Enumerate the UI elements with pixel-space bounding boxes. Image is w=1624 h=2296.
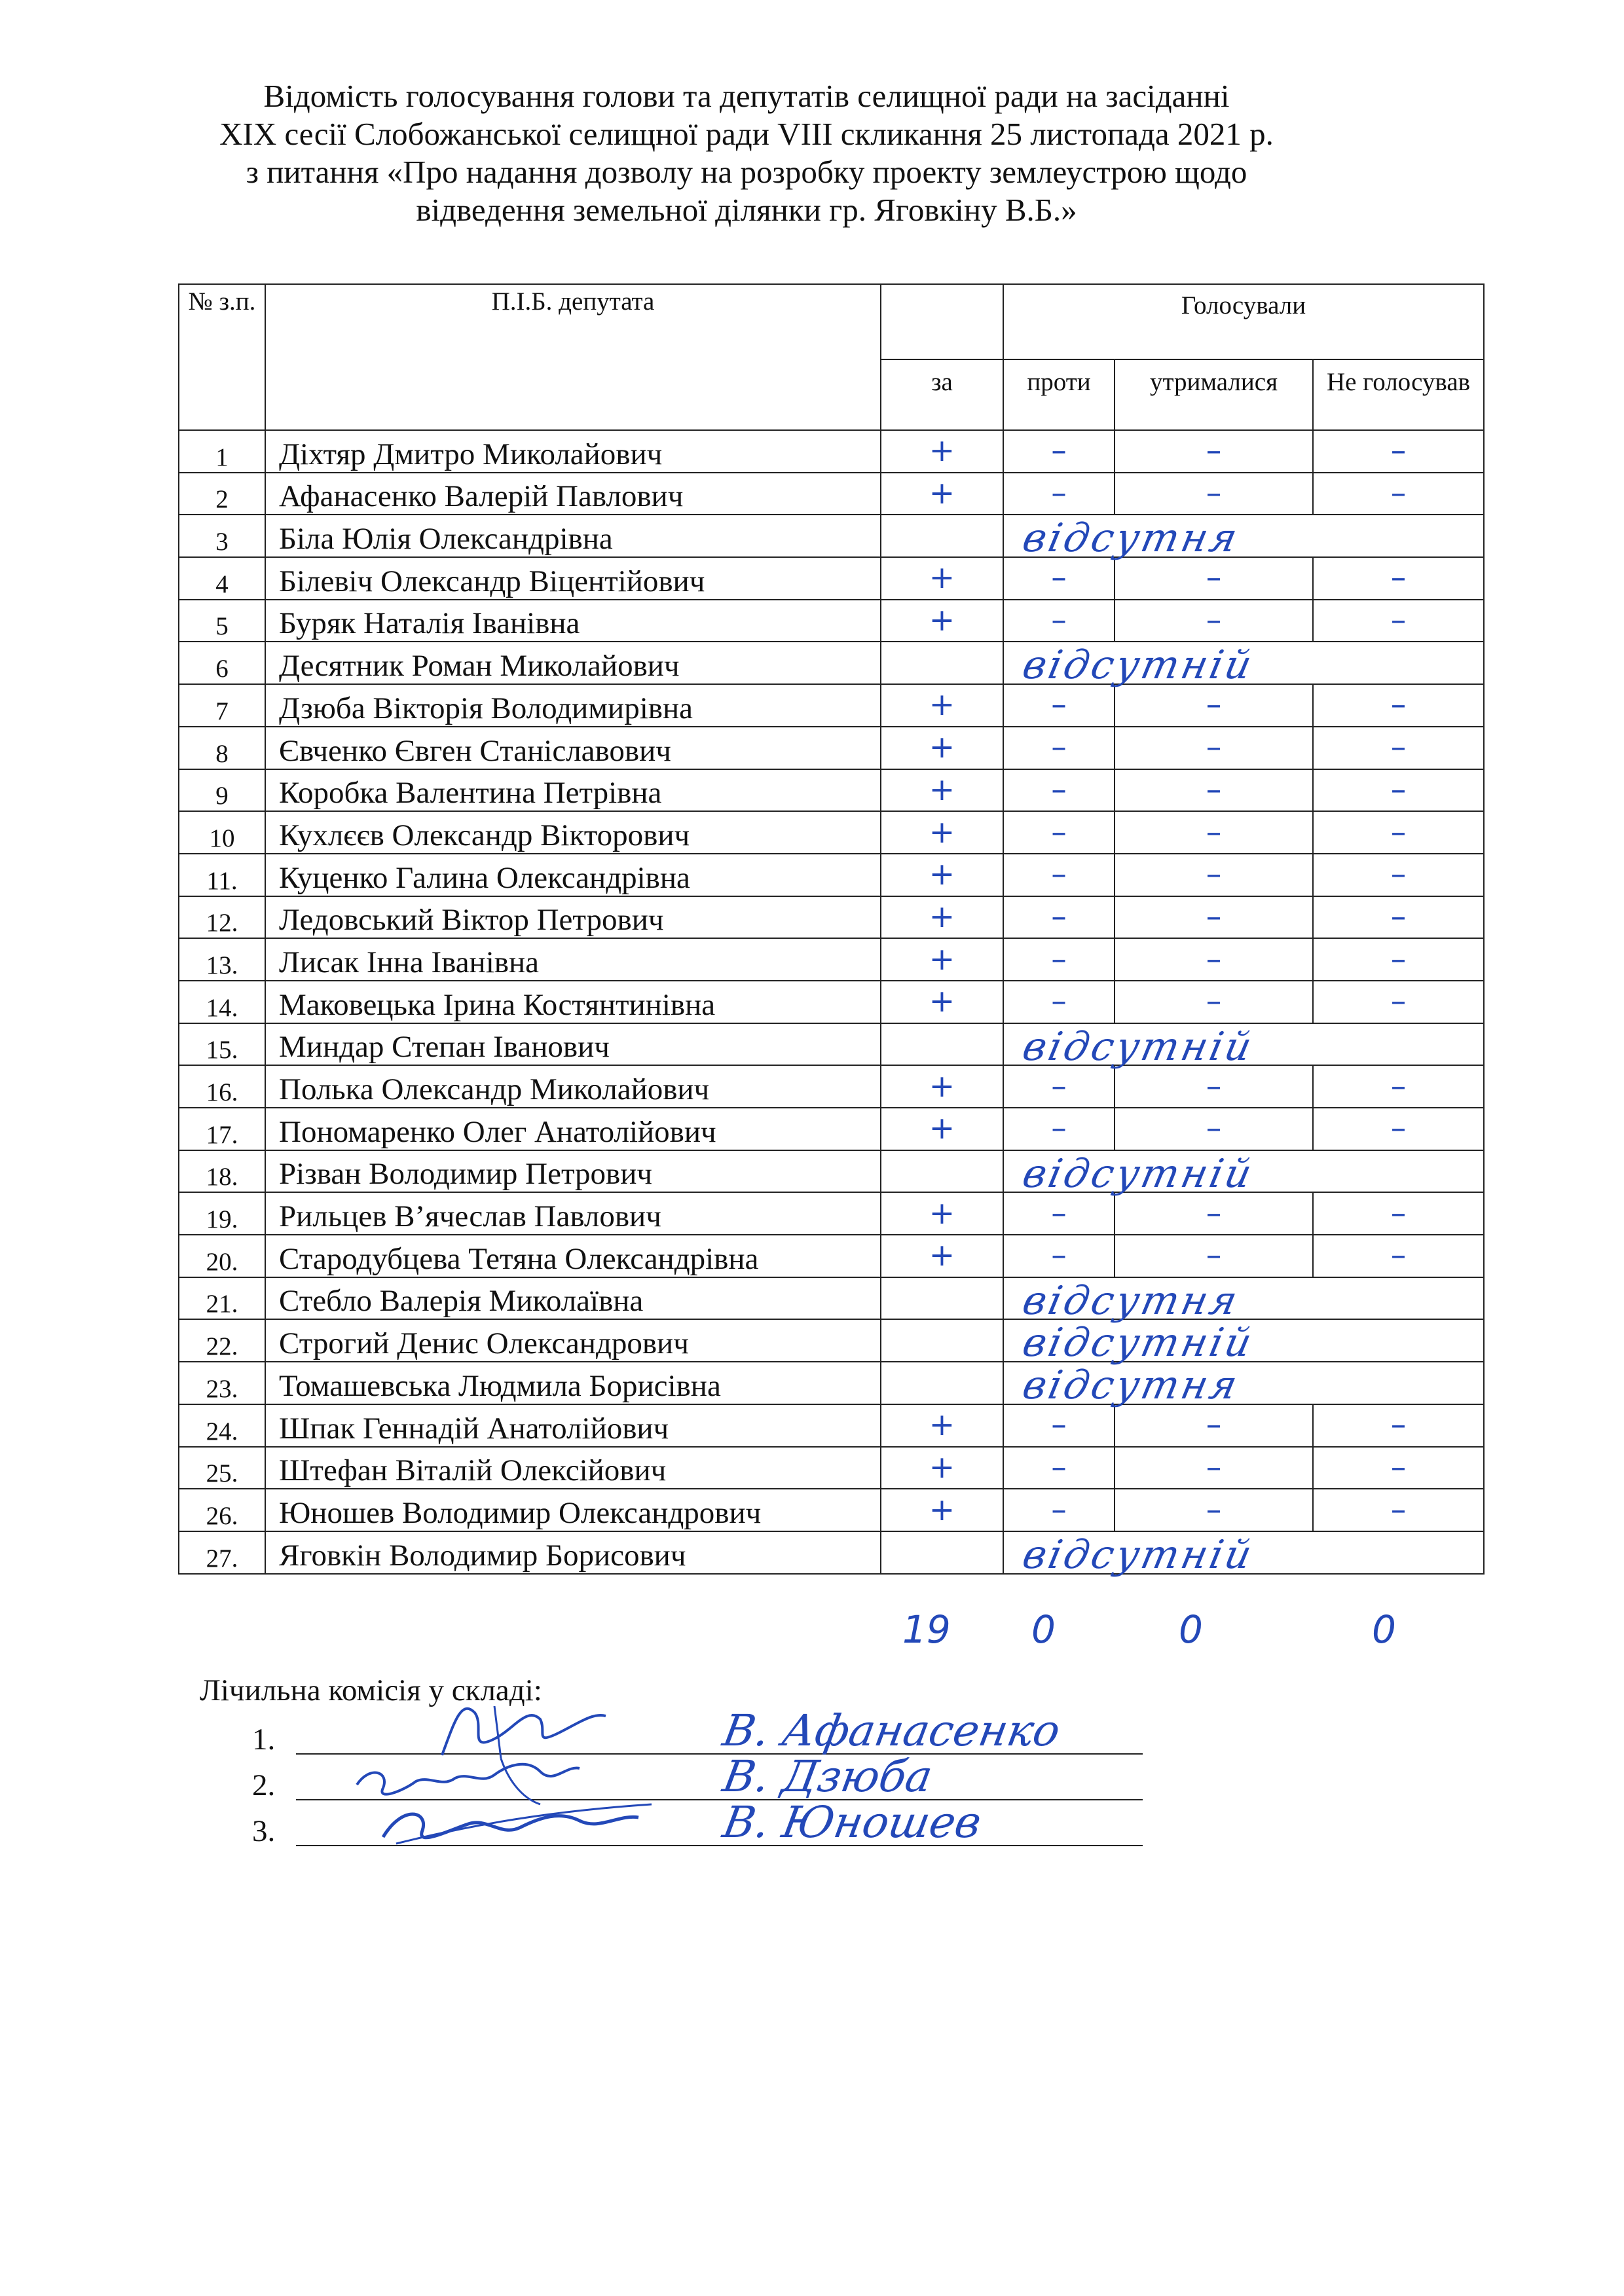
absence-note: відсутній <box>1018 642 1259 689</box>
header-name: П.І.Б. депутата <box>265 284 881 430</box>
member-name: В. Афанасенко <box>719 1705 1064 1756</box>
row-number: 9 <box>179 769 265 812</box>
vote-for-cell: + <box>881 938 1003 981</box>
absence-note-cell <box>1003 1362 1484 1409</box>
vote-against-cell: – <box>1003 854 1115 896</box>
title-line-1: Відомість голосування голови та депутатів селищної ради на засіданні <box>263 78 1230 114</box>
deputy-name: Юношев Володимир Олександрович <box>265 1489 881 1531</box>
deputy-name: Коробка Валентина Петрівна <box>265 769 881 812</box>
row-number: 3 <box>179 515 265 557</box>
deputy-name: Строгий Денис Олександрович <box>265 1319 881 1362</box>
table-row <box>179 1319 1484 1362</box>
vote-not-voted-cell: – <box>1313 1447 1484 1489</box>
table-row <box>179 430 1484 473</box>
table-row <box>179 1192 1484 1235</box>
table-body <box>179 430 1484 1578</box>
absence-note: відсутній <box>1018 1150 1259 1197</box>
row-number: 1 <box>179 430 265 473</box>
table-row <box>179 600 1484 642</box>
deputy-name: Десятник Роман Миколайович <box>265 642 881 684</box>
vote-not-voted-cell: – <box>1313 684 1484 727</box>
vote-not-voted-cell: – <box>1313 1065 1484 1108</box>
table-row <box>179 557 1484 600</box>
voting-table <box>178 283 1485 1578</box>
header-against: проти <box>1003 359 1115 430</box>
table-row <box>179 1108 1484 1150</box>
table-row <box>179 1404 1484 1447</box>
table-row <box>179 473 1484 515</box>
table-row <box>179 1023 1484 1066</box>
row-number: 18. <box>179 1150 265 1193</box>
vote-not-voted-cell: – <box>1313 854 1484 896</box>
vote-for-cell: + <box>881 430 1003 473</box>
deputy-name: Дзюба Вікторія Володимирівна <box>265 684 881 727</box>
vote-abstained-cell: – <box>1115 1235 1313 1277</box>
title-line-4: відведення земельної ділянки гр. Яговкіну В.Б.» <box>416 192 1077 228</box>
deputy-name: Пономаренко Олег Анатолійович <box>265 1108 881 1150</box>
absence-note-cell <box>1003 1277 1484 1324</box>
deputy-name: Афанасенко Валерій Павлович <box>265 473 881 515</box>
table-row <box>179 1489 1484 1531</box>
deputy-name: Буряк Наталія Іванівна <box>265 600 881 642</box>
member-name: В. Юношев <box>719 1797 986 1848</box>
member-num: 1. <box>252 1722 276 1757</box>
deputy-name: Білевіч Олександр Віцентійович <box>265 557 881 600</box>
vote-abstained-cell: – <box>1115 1108 1313 1150</box>
vote-for-cell <box>881 642 1003 684</box>
vote-not-voted-cell: – <box>1313 938 1484 981</box>
vote-against-cell: – <box>1003 1235 1115 1277</box>
vote-against-cell: – <box>1003 727 1115 769</box>
vote-against-cell: – <box>1003 684 1115 727</box>
deputy-name: Ледовський Віктор Петрович <box>265 896 881 939</box>
deputy-name: Рильцев В’ячеслав Павлович <box>265 1192 881 1235</box>
vote-against-cell: – <box>1003 1489 1115 1531</box>
vote-against-cell: – <box>1003 981 1115 1023</box>
table-row <box>179 769 1484 812</box>
total-not-voted: 0 <box>1372 1607 1396 1652</box>
deputy-name: Стародубцева Тетяна Олександрівна <box>265 1235 881 1277</box>
vote-for-cell <box>881 515 1003 557</box>
table-row <box>179 811 1484 854</box>
absence-note-cell <box>1003 1531 1484 1578</box>
vote-not-voted-cell: – <box>1313 769 1484 812</box>
vote-for-cell: + <box>881 981 1003 1023</box>
vote-abstained-cell: – <box>1115 473 1313 515</box>
row-number: 23. <box>179 1362 265 1404</box>
vote-abstained-cell: – <box>1115 684 1313 727</box>
vote-not-voted-cell: – <box>1313 1404 1484 1447</box>
header-blank <box>881 284 1003 359</box>
vote-not-voted-cell: – <box>1313 1192 1484 1235</box>
vote-not-voted-cell: – <box>1313 896 1484 939</box>
absence-note: відсутня <box>1018 1362 1244 1409</box>
member-num: 2. <box>252 1768 276 1802</box>
absence-note: відсутня <box>1018 515 1244 562</box>
row-number: 4 <box>179 557 265 600</box>
table-row <box>179 938 1484 981</box>
vote-for-cell: + <box>881 769 1003 812</box>
vote-for-cell: + <box>881 684 1003 727</box>
vote-against-cell: – <box>1003 938 1115 981</box>
vote-abstained-cell: – <box>1115 854 1313 896</box>
vote-against-cell: – <box>1003 557 1115 600</box>
vote-not-voted-cell: – <box>1313 1489 1484 1531</box>
member-num: 3. <box>252 1814 276 1848</box>
row-number: 7 <box>179 684 265 727</box>
deputy-name: Стебло Валерія Миколаївна <box>265 1277 881 1320</box>
title-line-2: XIX сесії Слобожанської селищної ради VIII скликання 25 листопада 2021 р. <box>219 116 1274 152</box>
header-num: № з.п. <box>179 284 265 430</box>
absence-note-cell <box>1003 1150 1484 1197</box>
vote-for-cell <box>881 1277 1003 1320</box>
row-number: 26. <box>179 1489 265 1531</box>
absence-note: відсутній <box>1018 1320 1259 1366</box>
vote-not-voted-cell: – <box>1313 557 1484 600</box>
row-number: 27. <box>179 1531 265 1574</box>
vote-not-voted-cell: – <box>1313 727 1484 769</box>
row-number: 13. <box>179 938 265 981</box>
vote-not-voted-cell: – <box>1313 1108 1484 1150</box>
commission-label: Лічильна комісія у складі: <box>200 1673 542 1707</box>
deputy-name: Біла Юлія Олександрівна <box>265 515 881 557</box>
row-number: 12. <box>179 896 265 939</box>
vote-for-cell: + <box>881 1065 1003 1108</box>
deputy-name: Євченко Євген Станіславович <box>265 727 881 769</box>
deputy-name: Діхтяр Дмитро Миколайович <box>265 430 881 473</box>
row-number: 24. <box>179 1404 265 1447</box>
deputy-name: Полька Олександр Миколайович <box>265 1065 881 1108</box>
header-not-voted: Не голосував <box>1313 359 1484 430</box>
member-name: В. Дзюба <box>719 1751 936 1802</box>
total-for: 19 <box>902 1607 951 1652</box>
vote-against-cell: – <box>1003 1065 1115 1108</box>
row-number: 5 <box>179 600 265 642</box>
header-for: за <box>881 359 1003 430</box>
deputy-name: Куценко Галина Олександрівна <box>265 854 881 896</box>
deputy-name: Кухлєєв Олександр Вікторович <box>265 811 881 854</box>
absence-note: відсутній <box>1018 1023 1259 1070</box>
deputy-name: Лисак Інна Іванівна <box>265 938 881 981</box>
table-row <box>179 1362 1484 1404</box>
vote-for-cell: + <box>881 896 1003 939</box>
vote-for-cell <box>881 1023 1003 1066</box>
table-row <box>179 727 1484 769</box>
vote-not-voted-cell: – <box>1313 1235 1484 1277</box>
vote-for-cell <box>881 1531 1003 1574</box>
row-number: 6 <box>179 642 265 684</box>
deputy-name: Різван Володимир Петрович <box>265 1150 881 1193</box>
row-number: 15. <box>179 1023 265 1066</box>
vote-not-voted-cell: – <box>1313 600 1484 642</box>
absence-note: відсутній <box>1018 1531 1259 1578</box>
vote-against-cell: – <box>1003 430 1115 473</box>
vote-for-cell: + <box>881 1404 1003 1447</box>
vote-for-cell <box>881 1362 1003 1404</box>
vote-for-cell: + <box>881 1447 1003 1489</box>
row-number: 20. <box>179 1235 265 1277</box>
vote-for-cell: + <box>881 811 1003 854</box>
vote-not-voted-cell: – <box>1313 473 1484 515</box>
table-row <box>179 1065 1484 1108</box>
vote-not-voted-cell: – <box>1313 981 1484 1023</box>
vote-for-cell: + <box>881 727 1003 769</box>
deputy-name: Яговкін Володимир Борисович <box>265 1531 881 1574</box>
vote-for-cell: + <box>881 1192 1003 1235</box>
vote-abstained-cell: – <box>1115 1192 1313 1235</box>
absence-note-cell <box>1003 642 1484 689</box>
vote-against-cell: – <box>1003 1108 1115 1150</box>
vote-for-cell <box>881 1319 1003 1362</box>
vote-abstained-cell: – <box>1115 811 1313 854</box>
vote-against-cell: – <box>1003 811 1115 854</box>
vote-for-cell: + <box>881 1489 1003 1531</box>
vote-for-cell: + <box>881 600 1003 642</box>
title-line-3: з питання «Про надання дозволу на розробку проекту землеустрою щодо <box>246 154 1247 190</box>
vote-for-cell: + <box>881 1235 1003 1277</box>
vote-abstained-cell: – <box>1115 1489 1313 1531</box>
vote-abstained-cell: – <box>1115 981 1313 1023</box>
row-number: 2 <box>179 473 265 515</box>
row-number: 21. <box>179 1277 265 1320</box>
vote-abstained-cell: – <box>1115 727 1313 769</box>
vote-abstained-cell: – <box>1115 938 1313 981</box>
vote-for-cell: + <box>881 854 1003 896</box>
row-number: 11. <box>179 854 265 896</box>
vote-abstained-cell: – <box>1115 1447 1313 1489</box>
deputy-name: Томашевська Людмила Борисівна <box>265 1362 881 1404</box>
table-row <box>179 1150 1484 1193</box>
vote-for-cell <box>881 1150 1003 1193</box>
vote-against-cell: – <box>1003 473 1115 515</box>
absence-note-cell <box>1003 515 1484 562</box>
vote-abstained-cell: – <box>1115 557 1313 600</box>
total-abstained: 0 <box>1179 1607 1203 1652</box>
commission-member-3 <box>252 1794 1143 1853</box>
vote-abstained-cell: – <box>1115 600 1313 642</box>
table-row <box>179 684 1484 727</box>
table-row <box>179 1447 1484 1489</box>
deputy-name: Шпак Геннадій Анатолійович <box>265 1404 881 1447</box>
table-row <box>179 981 1484 1023</box>
vote-against-cell: – <box>1003 1192 1115 1235</box>
table-row <box>179 896 1484 939</box>
row-number: 14. <box>179 981 265 1023</box>
header-abstained: утрималися <box>1115 359 1313 430</box>
vote-for-cell: + <box>881 1108 1003 1150</box>
header-voted: Голосували <box>1003 284 1484 359</box>
vote-for-cell: + <box>881 473 1003 515</box>
table-row <box>179 1531 1484 1574</box>
total-against: 0 <box>1031 1607 1056 1652</box>
row-number: 8 <box>179 727 265 769</box>
row-number: 22. <box>179 1319 265 1362</box>
vote-abstained-cell: – <box>1115 1404 1313 1447</box>
deputy-name: Маковецька Ірина Костянтинівна <box>265 981 881 1023</box>
vote-abstained-cell: – <box>1115 896 1313 939</box>
row-number: 25. <box>179 1447 265 1489</box>
table-row <box>179 515 1484 557</box>
absence-note-cell <box>1003 1319 1484 1366</box>
vote-against-cell: – <box>1003 1404 1115 1447</box>
deputy-name: Миндар Степан Іванович <box>265 1023 881 1066</box>
table-row <box>179 642 1484 684</box>
table-row <box>179 1277 1484 1320</box>
absence-note: відсутня <box>1018 1277 1244 1324</box>
vote-not-voted-cell: – <box>1313 811 1484 854</box>
vote-against-cell: – <box>1003 1447 1115 1489</box>
document-title <box>131 77 1362 229</box>
row-number: 17. <box>179 1108 265 1150</box>
vote-for-cell: + <box>881 557 1003 600</box>
vote-abstained-cell: – <box>1115 1065 1313 1108</box>
deputy-name: Штефан Віталій Олексійович <box>265 1447 881 1489</box>
vote-not-voted-cell: – <box>1313 430 1484 473</box>
vote-against-cell: – <box>1003 600 1115 642</box>
table-row <box>179 854 1484 896</box>
table-row <box>179 1235 1484 1277</box>
signature-scrawl-icon <box>344 1785 684 1857</box>
row-number: 10 <box>179 811 265 854</box>
row-number: 19. <box>179 1192 265 1235</box>
vote-abstained-cell: – <box>1115 430 1313 473</box>
vote-abstained-cell: – <box>1115 769 1313 812</box>
vote-against-cell: – <box>1003 896 1115 939</box>
row-number: 16. <box>179 1065 265 1108</box>
vote-against-cell: – <box>1003 769 1115 812</box>
absence-note-cell <box>1003 1023 1484 1070</box>
